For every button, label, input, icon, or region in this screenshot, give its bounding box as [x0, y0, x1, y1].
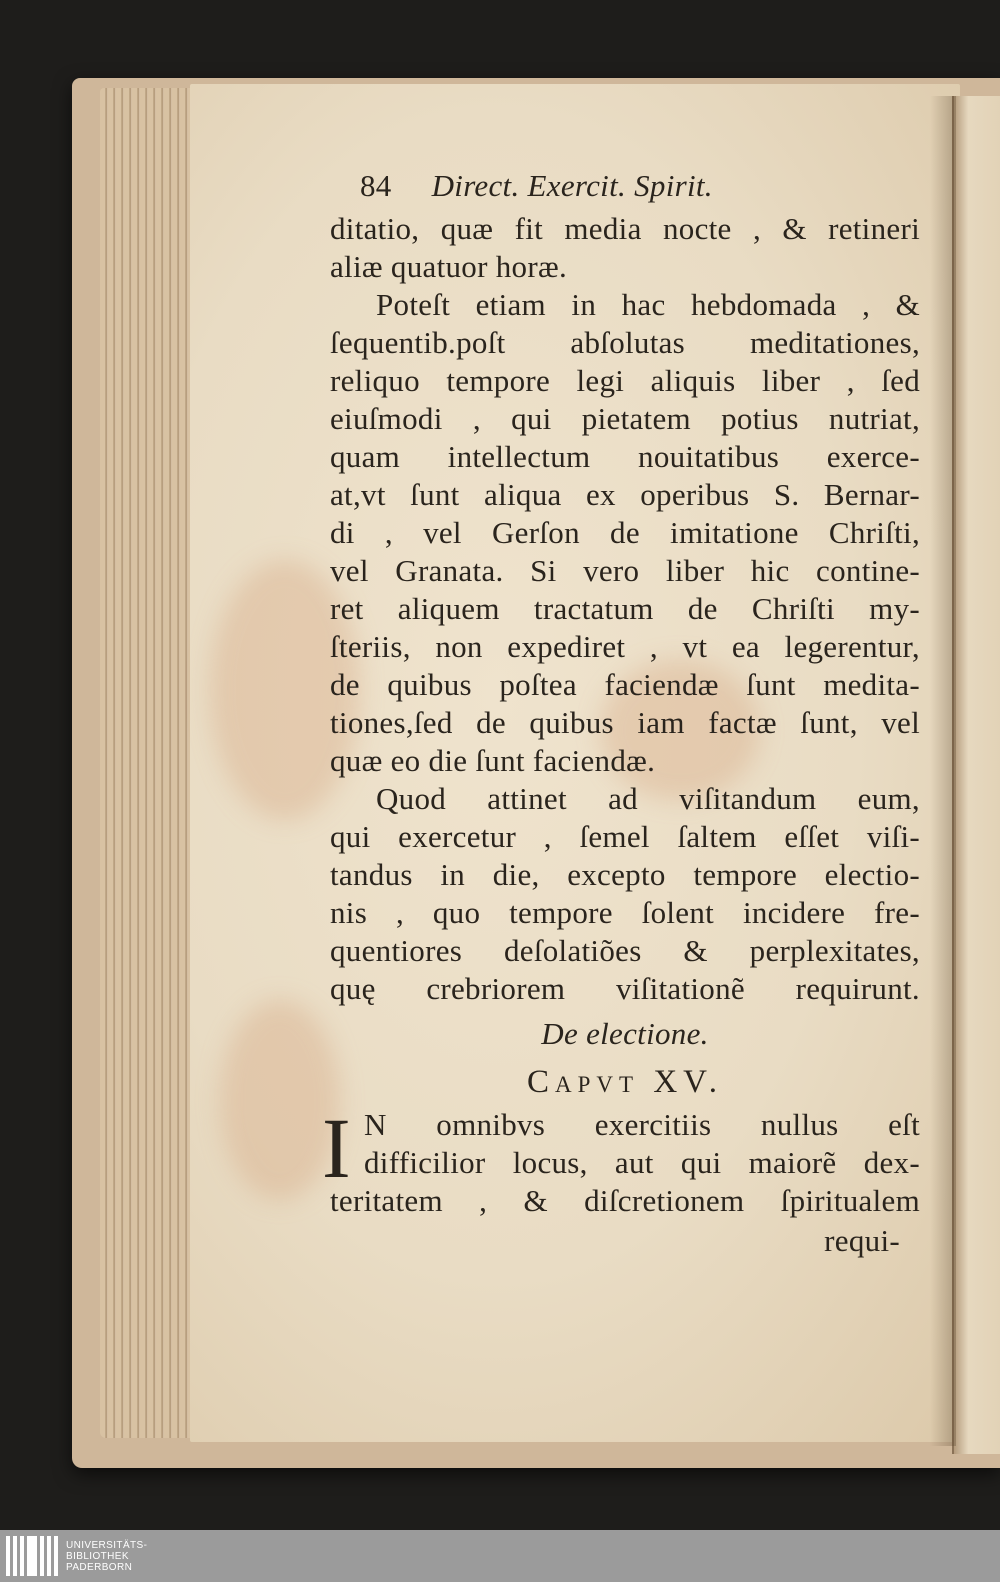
facing-page-edge	[952, 96, 1000, 1454]
text-line: tiones,ſed de quibus iam factæ ſunt, vel	[330, 705, 920, 740]
text-line: Poteſt etiam in hac hebdomada , &	[376, 287, 920, 322]
logo-line: PADERBORN	[66, 1561, 133, 1573]
text-line: tandus in die, excepto tempore electio-	[330, 857, 920, 892]
catchword: requi-	[824, 1223, 900, 1258]
logo-line: BIBLIOTHEK	[66, 1550, 129, 1562]
text-line: quę crebriorem viſitationẽ requirunt.	[330, 971, 920, 1006]
text-line: at,vt ſunt aliqua ex operibus S. Bernar-	[330, 477, 920, 512]
text-line: qui exercetur , ſemel ſaltem eſſet viſi-	[330, 819, 920, 854]
text-line: nis , quo tempore ſolent incidere fre-	[330, 895, 920, 930]
text-line: aliæ quatuor horæ.	[330, 249, 568, 284]
running-title: Direct. Exercit. Spirit.	[431, 168, 713, 203]
logo-line: UNIVERSITÄTS-	[66, 1539, 148, 1551]
text-line: de quibus poſtea faciendæ ſunt medita-	[330, 667, 920, 702]
text-line: teritatem , & diſcretionem ſpiritualem	[330, 1183, 920, 1218]
text-line: Quod attinet ad viſitandum eum,	[376, 781, 920, 816]
text-line: ditatio, quæ fit media nocte , & retineri	[330, 211, 920, 246]
drop-capital: I	[322, 1100, 351, 1196]
text-line: N omnibvs exercitiis nullus eſt	[364, 1107, 920, 1142]
text-line: di , vel Gerſon de imitatione Chriſti,	[330, 515, 920, 550]
library-logo-text	[66, 1540, 147, 1573]
text-line: vel Granata. Si vero liber hic contine-	[330, 553, 920, 588]
text-line: ſequentib.poſt abſolutas meditationes,	[330, 325, 920, 360]
library-logo-icon	[6, 1536, 58, 1576]
text-line: eiuſmodi , qui pietatem potius nutriat,	[330, 401, 920, 436]
text-line: quentiores deſolatiões & perplexitates,	[330, 933, 920, 968]
page-number: 84	[360, 168, 392, 203]
library-footer-bar	[0, 1530, 1000, 1582]
text-line: quæ eo die ſunt faciendæ.	[330, 743, 656, 778]
text-line: quam intellectum nouitatibus exerce-	[330, 439, 920, 474]
running-header	[360, 168, 920, 204]
text-line: reliquo tempore legi aliquis liber , ſed	[330, 363, 920, 398]
chapter-opening	[322, 1100, 920, 1220]
section-heading: De electione.	[541, 1016, 709, 1051]
text-line: ſteriis, non expediret , vt ea legerentur,	[330, 629, 920, 664]
gutter-shadow	[930, 96, 956, 1446]
text-line: ret aliquem tractatum de Chriſti my-	[330, 591, 920, 626]
chapter-heading: Capvt XV.	[527, 1064, 723, 1100]
text-line: difficilior locus, aut qui maiorẽ dex-	[364, 1145, 920, 1180]
page-text	[322, 168, 920, 1262]
